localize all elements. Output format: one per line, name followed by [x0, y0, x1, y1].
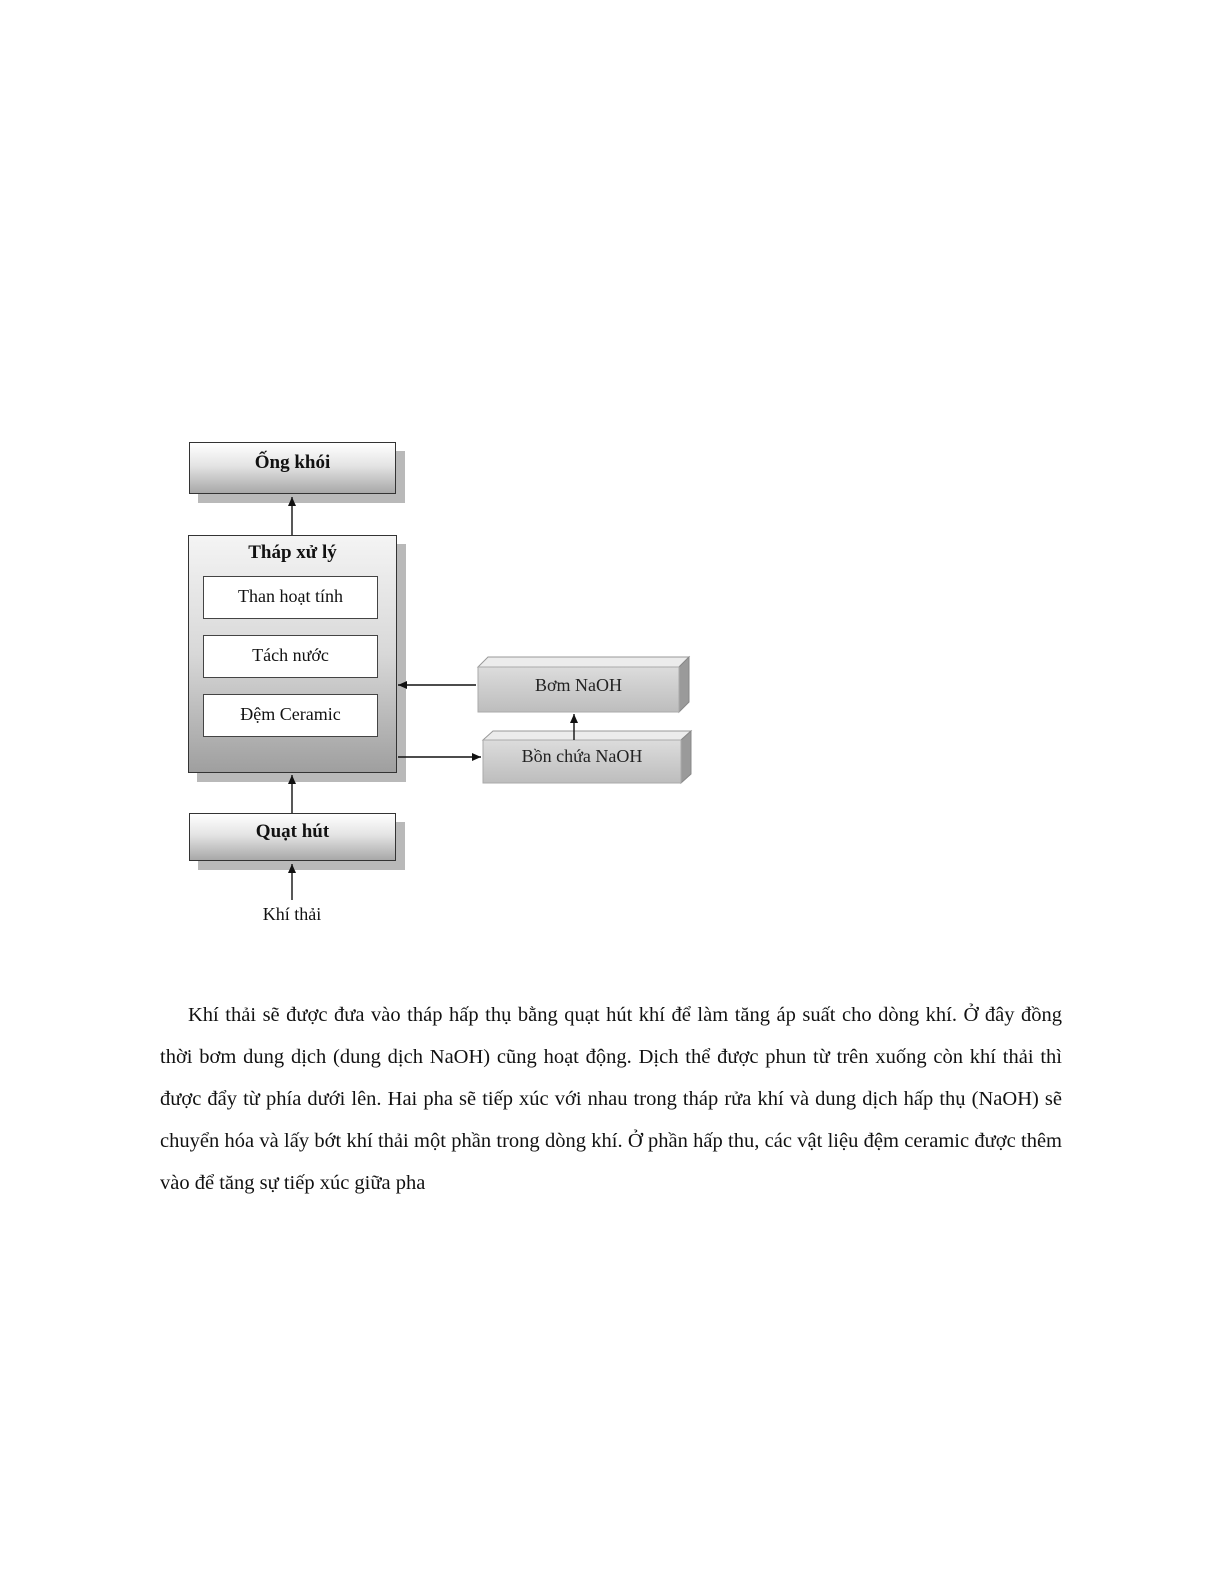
pump-label: Bơm NaOH [534, 675, 622, 695]
layer-label: Tách nước [252, 645, 329, 665]
input-label: Khí thải [262, 904, 322, 924]
tank-label: Bồn chứa NaOH [521, 746, 643, 766]
tower-title: Tháp xử lý [248, 542, 337, 563]
layer-label: Than hoạt tính [238, 586, 343, 606]
fan-label: Quạt hút [255, 821, 330, 842]
chimney-label: Ống khói [254, 452, 331, 473]
layer-label: Đệm Ceramic [240, 704, 341, 724]
body-paragraph [160, 994, 1062, 1204]
paragraph-text: Khí thải sẽ được đưa vào tháp hấp thụ bằng quạt hút khí để làm tăng áp suất cho dòng khí. Ở đây đồng thời bơm dung dịch (dung dịch NaOH) cũng hoạt động. Dịch thể được phun từ trên xuống còn khí thải thì được đẩy từ phía dưới lên. Hai pha sẽ tiếp xúc với nhau trong tháp rửa khí và dung dịch hấp thụ (NaOH) sẽ chuyển hóa và lấy bớt khí thải một phần trong dòng khí. Ở phần hấp thu, các vật liệu đệm ceramic được thêm vào để tăng sự tiếp xúc giữa pha [160, 1004, 1062, 1194]
